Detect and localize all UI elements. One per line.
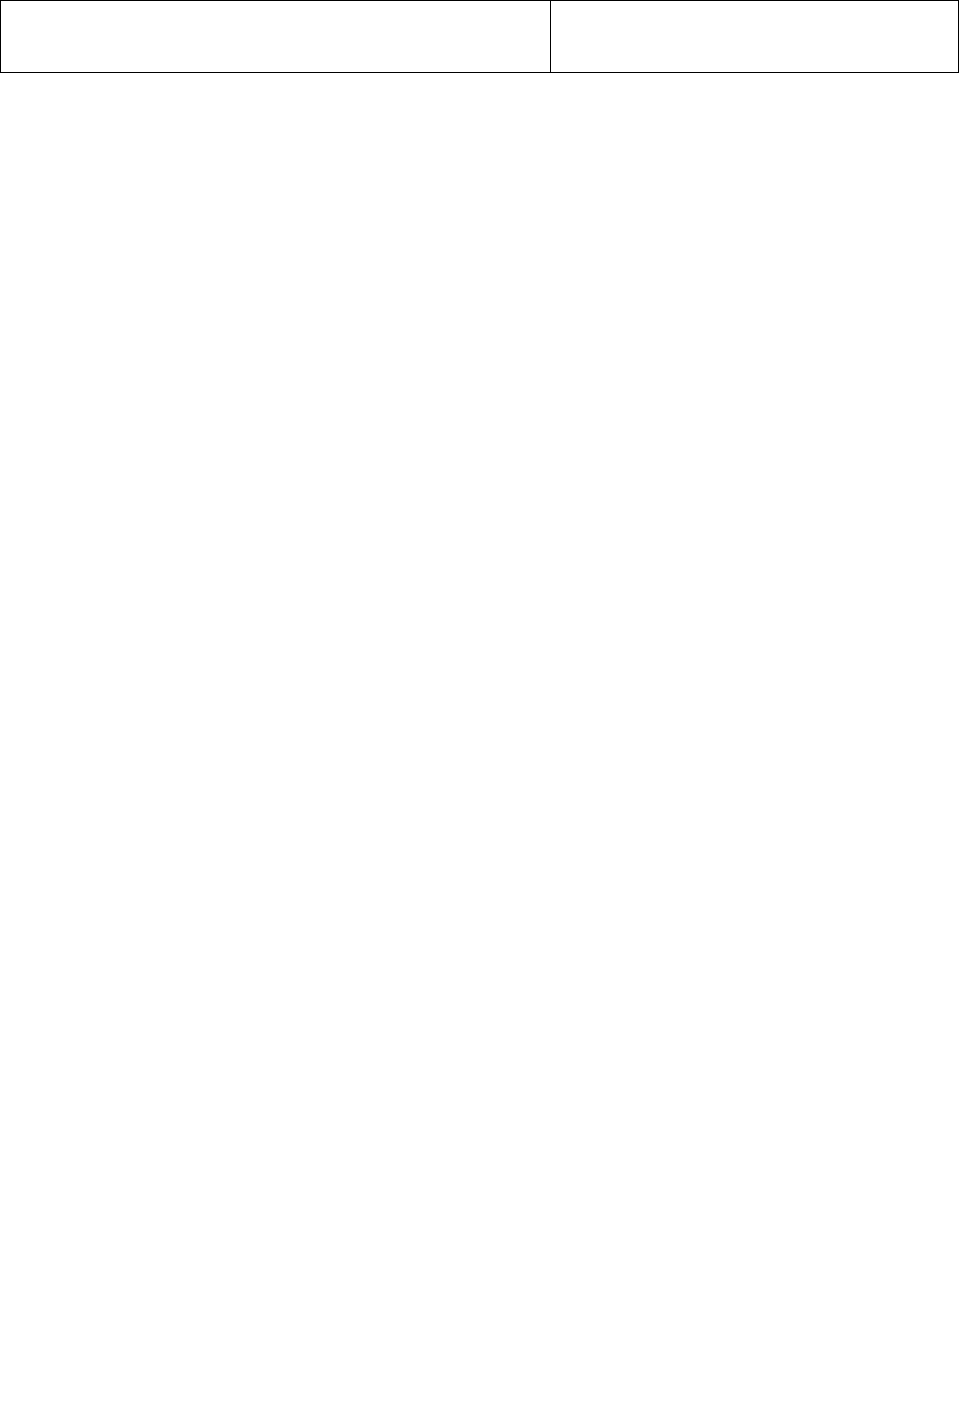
schedule-table — [0, 0, 959, 73]
term-resp-split — [551, 1, 959, 73]
table-row — [1, 1, 959, 73]
task-cell — [1, 1, 551, 73]
